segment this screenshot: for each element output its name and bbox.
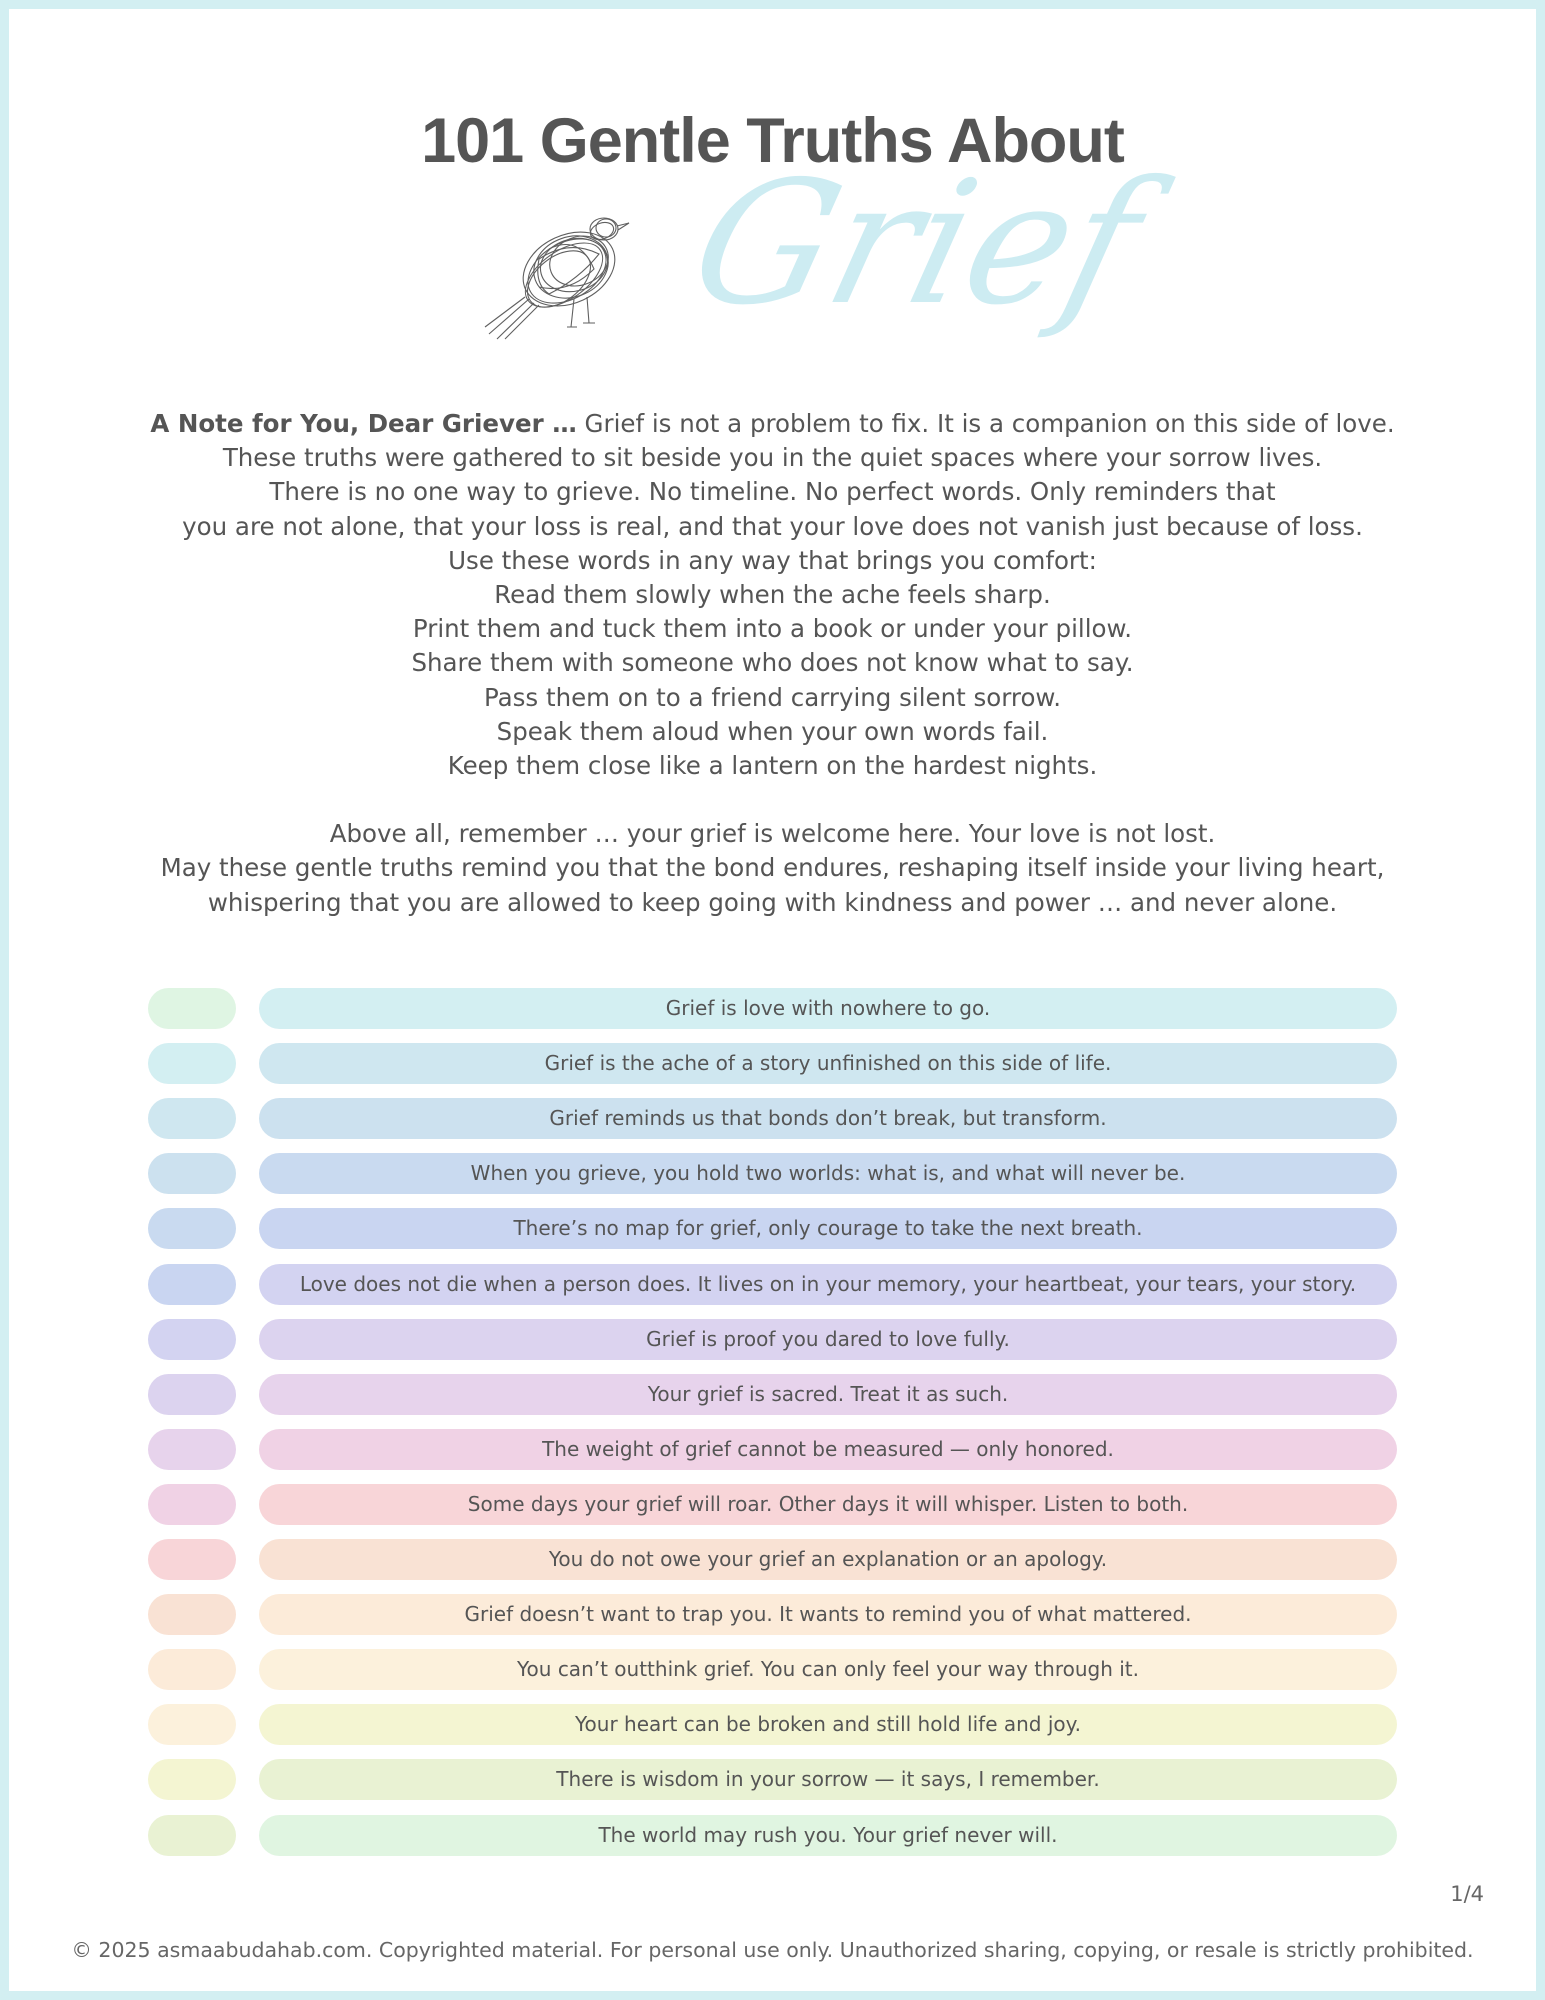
truth-number-pill (148, 1043, 236, 1084)
truth-text: The weight of grief cannot be measured — only honored. (259, 1429, 1397, 1470)
intro-line: Read them slowly when the ache feels sharp. (494, 580, 1051, 610)
truth-text: Your heart can be broken and still hold life and joy. (259, 1704, 1397, 1745)
script-word-grief: Grief (674, 145, 1159, 343)
closing-line: May these gentle truths remind you that the bond endures, reshaping itself inside your living heart, (160, 853, 1385, 883)
intro-spacer (9, 783, 1536, 817)
truth-text: There’s no map for grief, only courage to take the next breath. (259, 1208, 1397, 1249)
page-title: 101 Gentle Truths About (421, 106, 1124, 176)
truth-row (9, 1704, 1536, 1745)
intro-note (9, 407, 1536, 920)
truth-row (9, 1208, 1536, 1249)
page-number: 1/4 (1450, 1882, 1484, 1906)
intro-line: you are not alone, that your loss is real, and that your love does not vanish just because of loss. (182, 511, 1363, 541)
intro-first-line (9, 407, 1536, 441)
truth-number-pill (148, 1153, 236, 1194)
truth-row (9, 1264, 1536, 1305)
truth-number-pill (148, 1759, 236, 1800)
truth-row (9, 1374, 1536, 1415)
truth-row (9, 1649, 1536, 1690)
truth-number-pill (148, 1649, 236, 1690)
truth-number-pill (148, 1539, 236, 1580)
truth-text: You can’t outthink grief. You can only feel your way through it. (259, 1649, 1397, 1690)
truth-text: Your grief is sacred. Treat it as such. (259, 1374, 1397, 1415)
intro-line: Use these words in any way that brings you comfort: (448, 545, 1097, 575)
truth-text: When you grieve, you hold two worlds: what is, and what will never be. (259, 1153, 1397, 1194)
intro-line: These truths were gathered to sit beside you in the quiet spaces where your sorrow lives. (222, 443, 1323, 473)
truth-text: Grief is love with nowhere to go. (259, 988, 1397, 1029)
truth-row (9, 1759, 1536, 1800)
truth-text: The world may rush you. Your grief never will. (259, 1815, 1397, 1856)
truth-number-pill (148, 1815, 236, 1856)
intro-lead-rest: Grief is not a problem to fix. It is a companion on this side of love. (576, 409, 1395, 438)
truth-row (9, 1429, 1536, 1470)
truth-row (9, 1594, 1536, 1635)
truth-number-pill (148, 1319, 236, 1360)
truth-text: You do not owe your grief an explanation or an apology. (259, 1539, 1397, 1580)
truth-row (9, 1484, 1536, 1525)
truth-row (9, 1043, 1536, 1084)
truth-text: Grief is the ache of a story unfinished on this side of life. (259, 1043, 1397, 1084)
truth-text: Some days your grief will roar. Other days it will whisper. Listen to both. (259, 1484, 1397, 1525)
closing-line: Above all, remember … your grief is welcome here. Your love is not lost. (329, 819, 1216, 849)
truth-number-pill (148, 1594, 236, 1635)
intro-line: Keep them close like a lantern on the hardest nights. (447, 751, 1098, 781)
truth-text: Grief is proof you dared to love fully. (259, 1319, 1397, 1360)
truth-number-pill (148, 1374, 236, 1415)
truth-row (9, 1319, 1536, 1360)
truth-row (9, 1815, 1536, 1856)
scribble-bird-icon (479, 199, 659, 349)
truth-number-pill (148, 1704, 236, 1745)
intro-line: Print them and tuck them into a book or under your pillow. (412, 614, 1133, 644)
truth-number-pill (148, 988, 236, 1029)
truth-row (9, 1153, 1536, 1194)
truth-row (9, 988, 1536, 1029)
intro-line: There is no one way to grieve. No timeline. No perfect words. Only reminders that (269, 477, 1276, 507)
intro-line: Pass them on to a friend carrying silent sorrow. (483, 682, 1062, 712)
truth-number-pill (148, 1484, 236, 1525)
truth-text: Love does not die when a person does. It lives on in your memory, your heartbeat, your tears, your story. (259, 1264, 1397, 1305)
intro-lead: A Note for You, Dear Griever … (150, 409, 577, 438)
truth-number-pill (148, 1429, 236, 1470)
truth-number-pill (148, 1264, 236, 1305)
truth-number-pill (148, 1208, 236, 1249)
truth-row (9, 1098, 1536, 1139)
copyright-footer: © 2025 asmaabudahab.com. Copyrighted material. For personal use only. Unauthorized sharing, copying, or resale is strictly prohibited. (71, 1938, 1474, 1962)
truth-row (9, 1539, 1536, 1580)
truth-text: Grief doesn’t want to trap you. It wants to remind you of what mattered. (259, 1594, 1397, 1635)
truth-text: There is wisdom in your sorrow — it says, I remember. (259, 1759, 1397, 1800)
closing-line: whispering that you are allowed to keep going with kindness and power … and never alone. (207, 887, 1338, 917)
truth-text: Grief reminds us that bonds don’t break, but transform. (259, 1098, 1397, 1139)
intro-line: Speak them aloud when your own words fail. (496, 716, 1049, 746)
intro-line: Share them with someone who does not know what to say. (411, 648, 1134, 678)
truth-number-pill (148, 1098, 236, 1139)
